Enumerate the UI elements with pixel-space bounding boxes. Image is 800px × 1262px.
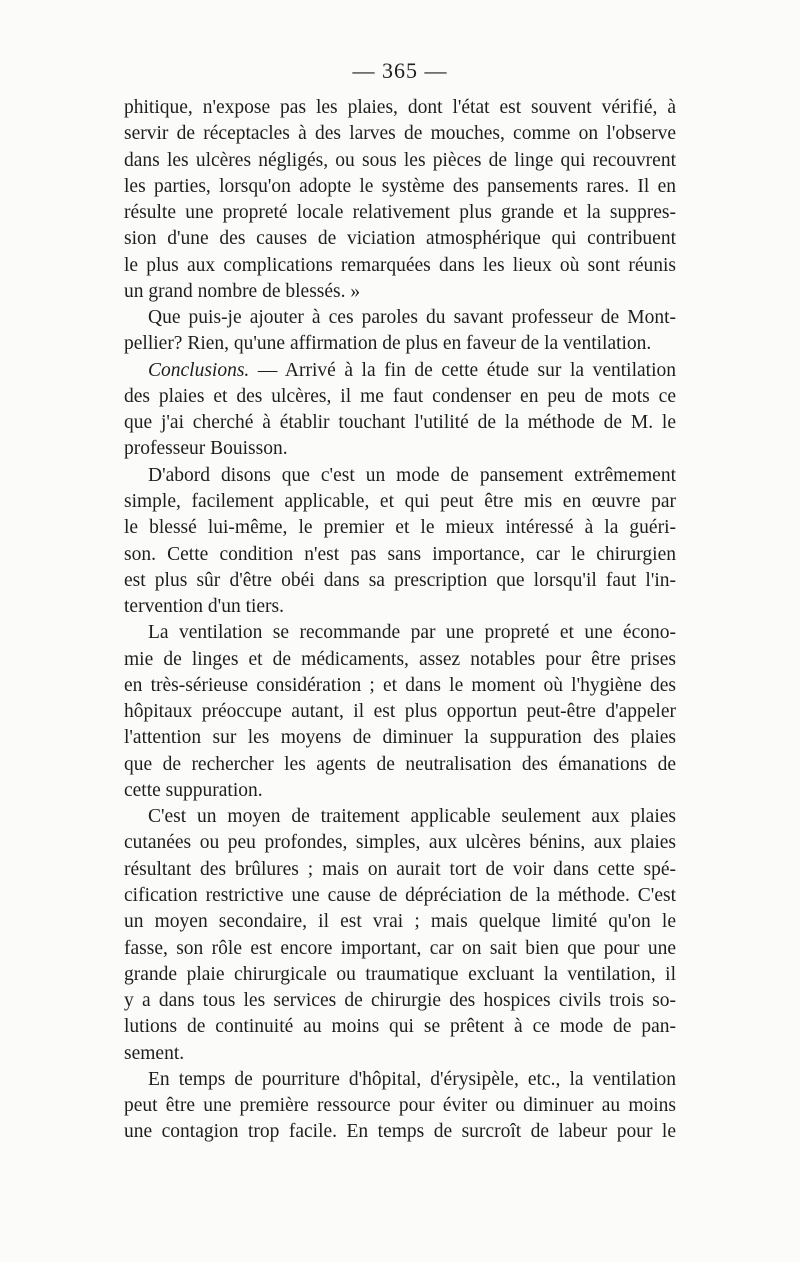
paragraph [124,804,676,1067]
text-line: dans les ulcères négligés, ou sous les pièces de linge qui recouvrent [124,149,676,171]
text-line: grande plaie chirurgicale ou traumatique excluant la ventilation, il [124,963,676,985]
paragraph [124,620,676,804]
text-line: les parties, lorsqu'on adopte le système des pansements rares. Il en [124,175,676,197]
text-line: en très-sérieuse considération ; et dans le moment où l'hygiène des [124,674,676,696]
text-line: professeur Bouisson. [124,438,288,460]
text-line: que de rechercher les agents de neutralisation des émanations de [124,753,676,775]
text-line: un grand nombre de blessés. » [124,280,361,302]
text-line: un moyen secondaire, il est vrai ; mais quelque limité qu'on le [124,911,676,933]
text-line: tervention d'un tiers. [124,596,285,618]
text-line: hôpitaux préoccupe autant, il est plus opportun peut-être d'appeler [124,701,676,723]
text-line: son. Cette condition n'est pas sans importance, car le chirurgien [124,543,676,565]
paragraph [124,305,676,358]
body-text [124,95,676,1146]
paragraph [124,1067,676,1146]
text-line: cification restrictive une cause de dépréciation de la méthode. C'est [124,884,676,906]
text-line: Que puis-je ajouter à ces paroles du savant professeur de Mont- [148,307,676,329]
page-number: — 365 — [352,58,448,83]
text-line: y a dans tous les services de chirurgie des hospices civils trois so- [124,990,676,1012]
text-line: lutions de continuité au moins qui se prêtent à ce mode de pan- [124,1016,676,1038]
text-line: D'abord disons que c'est un mode de pansement extrêmement [148,464,676,486]
text-line: C'est un moyen de traitement applicable seulement aux plaies [148,806,676,828]
text-line: fasse, son rôle est encore important, car on sait bien que pour une [124,937,676,959]
text-line: peut être une première ressource pour éviter ou diminuer au moins [124,1095,676,1117]
text-line: l'attention sur les moyens de diminuer la suppuration des plaies [124,727,676,749]
text-line: cette suppuration. [124,779,263,801]
paragraph-quote-end [124,95,676,305]
text-line: phitique, n'expose pas les plaies, dont l'état est souvent vérifié, à [124,97,676,118]
text-line: simple, facilement applicable, et qui peut être mis en œuvre par [124,490,676,512]
text-line: résultant des brûlures ; mais on aurait tort de voir dans cette spé- [124,858,676,880]
text-line: est plus sûr d'être obéi dans sa prescription que lorsqu'il faut l'in- [124,569,676,591]
text-line: mie de linges et de médicaments, assez notables pour être prises [124,648,676,670]
paragraph [124,463,676,621]
text-line: une contagion trop facile. En temps de surcroît de labeur pour le [124,1121,676,1143]
text-line: des plaies et des ulcères, il me faut condenser en peu de mots ce [124,385,676,407]
text-line: le plus aux complications remarquées dans les lieux où sont réunis [124,254,676,276]
text-line: sement. [124,1042,185,1064]
text-line: le blessé lui-même, le premier et le mieux intéressé à la guéri- [124,517,676,539]
text-line [124,358,676,384]
text-line: résulte une propreté locale relativement plus grande et la suppres- [124,202,676,224]
text-line: cutanées ou peu profondes, simples, aux ulcères bénins, aux plaies [124,832,676,854]
text-line: La ventilation se recommande par une propreté et une écono- [148,622,676,644]
text-line: En temps de pourriture d'hôpital, d'érysipèle, etc., la ventilation [148,1068,676,1090]
text-line: pellier? Rien, qu'une affirmation de plus en faveur de la ventilation. [124,333,652,355]
text-line: sion d'une des causes de viciation atmosphérique qui contribuent [124,228,676,250]
text-line: servir de réceptacles à des larves de mouches, comme on l'observe [124,123,676,145]
text-run: — Arrivé à la fin de cette étude sur la ventilation [249,359,676,381]
section-heading: Conclusions. [148,359,250,381]
paragraph-conclusions [124,358,676,463]
text-line: que j'ai cherché à établir touchant l'utilité de la méthode de M. le [124,412,676,434]
